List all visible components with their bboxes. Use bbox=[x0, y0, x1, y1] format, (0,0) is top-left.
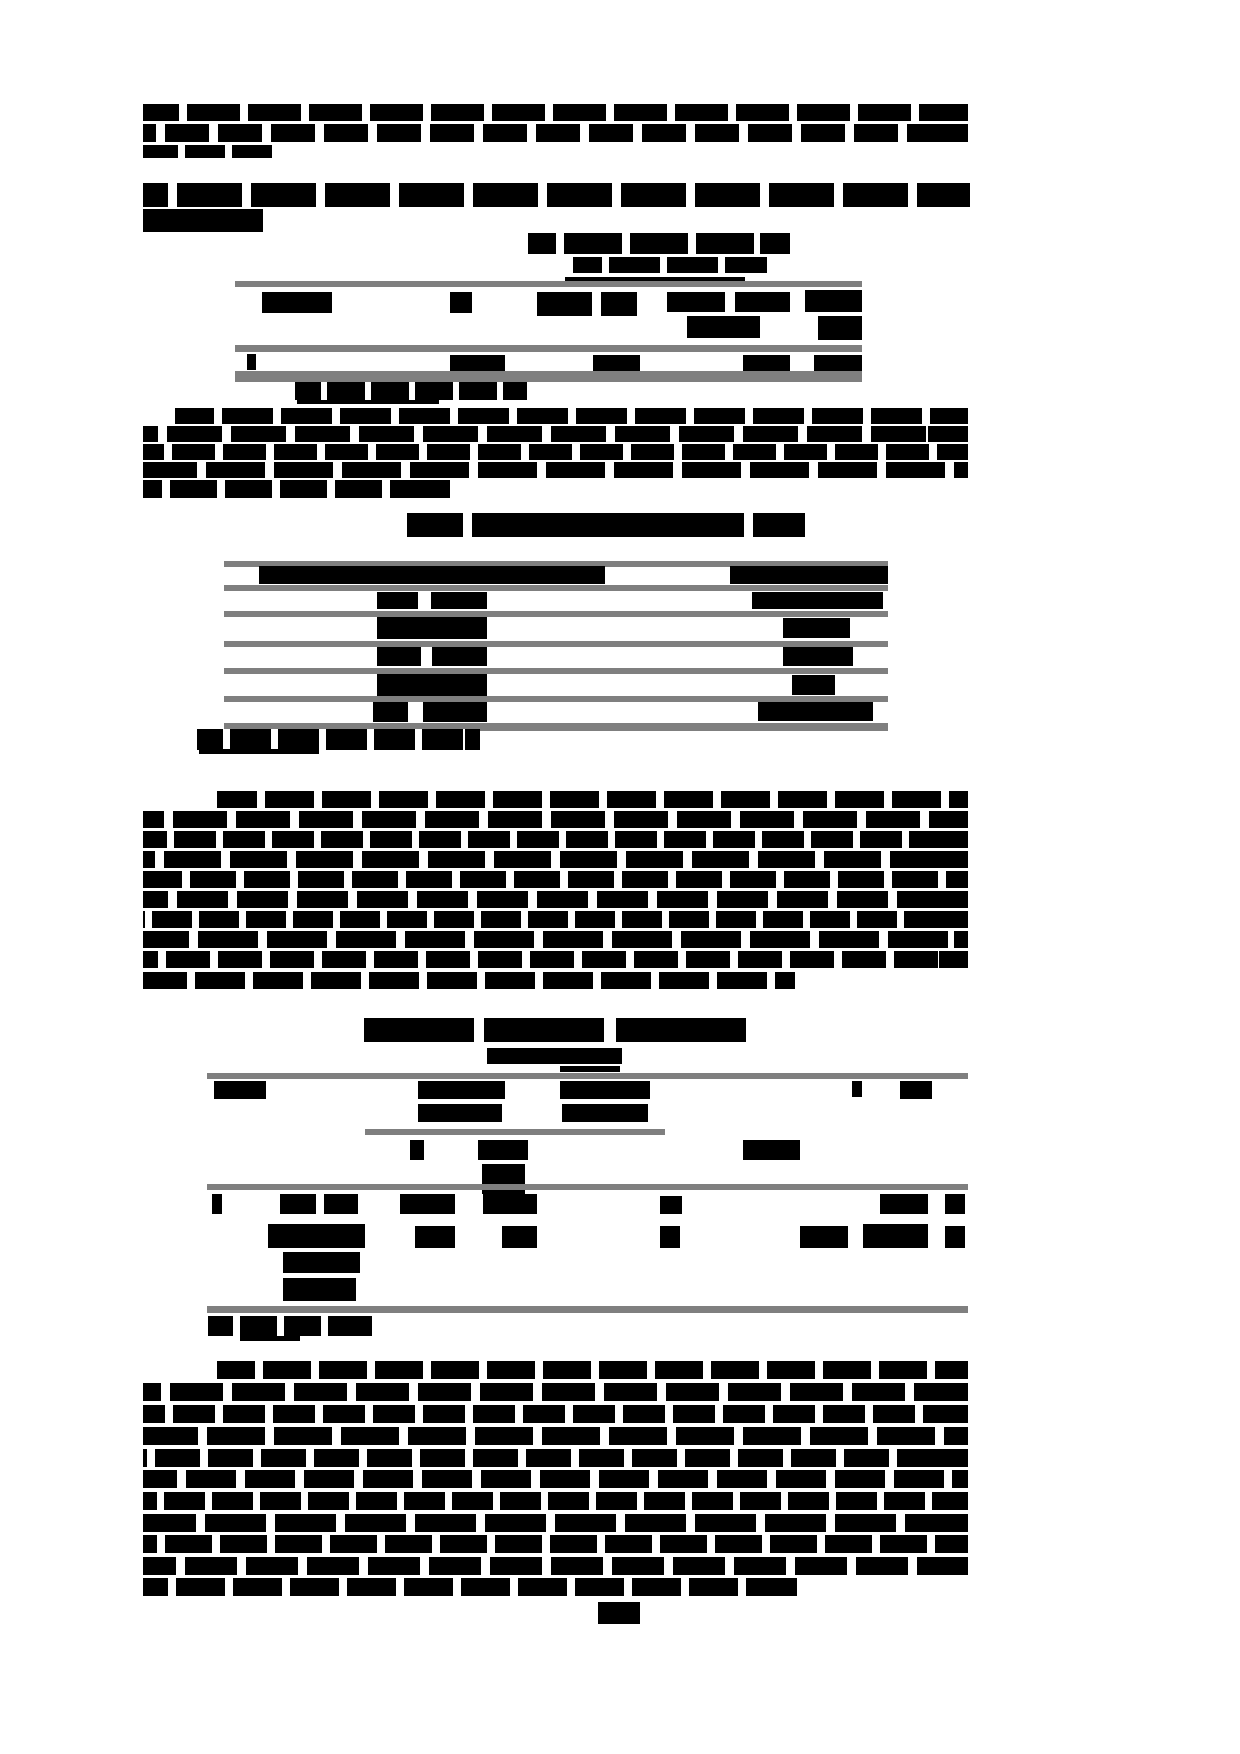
paragraph1-line2 bbox=[143, 124, 968, 142]
table1-header-stderror-line2 bbox=[818, 316, 862, 340]
table1-header-adjusted-line2 bbox=[687, 316, 760, 338]
table2-heading-bar-word-gap bbox=[463, 513, 472, 537]
paragraph4-line2 bbox=[143, 1383, 968, 1401]
table2-row1-right bbox=[752, 592, 883, 609]
paragraph3-line6 bbox=[143, 891, 968, 908]
paragraph4-line9 bbox=[143, 1535, 968, 1553]
paragraph3-line8 bbox=[143, 931, 968, 948]
table3-row2-stderror bbox=[502, 1226, 537, 1248]
table3-title-note bbox=[560, 1066, 620, 1072]
table1-source-tail bbox=[297, 400, 439, 404]
paragraph4-line11 bbox=[143, 1578, 797, 1596]
paragraph4-line1 bbox=[217, 1361, 968, 1379]
table3-row2-b bbox=[415, 1226, 455, 1248]
table1-source bbox=[295, 382, 527, 400]
section-heading-line2 bbox=[143, 209, 263, 232]
table3-title-line1-word-gap bbox=[474, 1018, 484, 1042]
table3-rule-top bbox=[207, 1073, 968, 1079]
table3-row1-name bbox=[280, 1194, 358, 1214]
table2-rule-2 bbox=[224, 585, 888, 591]
table2-row3-left bbox=[377, 647, 487, 666]
table1-title-line2 bbox=[573, 257, 767, 273]
table2-row5-left bbox=[373, 702, 487, 722]
table2-row4-right bbox=[792, 675, 835, 695]
paragraph4-line6 bbox=[143, 1470, 968, 1488]
paragraph4-line8 bbox=[143, 1514, 968, 1532]
table3-row1-model bbox=[212, 1194, 222, 1214]
table2-row2-right bbox=[783, 618, 850, 638]
table1-header-rsquare bbox=[537, 292, 637, 316]
table3-header-sig bbox=[900, 1081, 932, 1099]
paragraph3-line10 bbox=[143, 972, 795, 989]
table1-cell-r bbox=[450, 355, 505, 372]
table3-row2-sig-extra bbox=[945, 1226, 965, 1248]
table3-header-standardized-line2 bbox=[562, 1104, 648, 1122]
paragraph4-line7 bbox=[143, 1492, 968, 1510]
paragraph3-line4 bbox=[143, 851, 968, 868]
table3-rule-sub bbox=[365, 1129, 665, 1135]
table1-title-line1 bbox=[528, 233, 790, 254]
paragraph1-line1 bbox=[143, 104, 968, 121]
table3-header-unstandardized-line1 bbox=[418, 1081, 505, 1099]
table3-row2-name bbox=[268, 1224, 365, 1248]
table3-row1-sig bbox=[945, 1194, 965, 1214]
table3-rule-bottom bbox=[207, 1306, 968, 1313]
table1-cell-adjusted bbox=[743, 355, 790, 372]
paragraph2-line4 bbox=[143, 462, 968, 478]
table3-header-model bbox=[214, 1081, 266, 1099]
table3-header-stderror-line1 bbox=[478, 1140, 528, 1160]
table1-header-adjusted-line1 bbox=[667, 292, 790, 312]
paragraph2-line5 bbox=[143, 480, 450, 498]
table1-cell-rsquare bbox=[593, 355, 640, 372]
paragraph4-line10 bbox=[143, 1557, 968, 1575]
table2-source-tail bbox=[199, 749, 319, 754]
table3-header-unstandardized-line2 bbox=[418, 1104, 502, 1122]
paragraph4-line4 bbox=[143, 1427, 968, 1445]
table3-row1-b bbox=[400, 1194, 455, 1214]
paragraph4-line5 bbox=[143, 1449, 968, 1467]
table3-row2-sig bbox=[863, 1224, 928, 1248]
table3-title-line1 bbox=[364, 1018, 746, 1042]
paragraph3-line5 bbox=[143, 871, 968, 888]
table1-header-stderror-line1 bbox=[805, 290, 862, 312]
table1-header-adjusted-line1-word-gap bbox=[725, 292, 735, 312]
table3-title-line1-word-gap bbox=[604, 1018, 616, 1042]
table3-rule-mid bbox=[207, 1184, 968, 1190]
table3-row1-beta bbox=[660, 1196, 682, 1214]
table2-source bbox=[197, 729, 480, 750]
table1-cell-stderror bbox=[814, 355, 862, 372]
table1-header-model bbox=[262, 292, 332, 313]
table1-rule-top bbox=[235, 281, 862, 287]
table3-source bbox=[208, 1316, 372, 1336]
table2-row3-left-word-gap bbox=[421, 647, 432, 666]
table2-row3-right bbox=[783, 647, 853, 666]
section-heading-line1 bbox=[143, 183, 970, 207]
table2-row2-left bbox=[377, 617, 487, 639]
table2-row5-right bbox=[758, 702, 873, 721]
table1-rule-mid bbox=[235, 345, 862, 352]
paragraph3-line7 bbox=[143, 911, 968, 928]
table3-row2-t bbox=[800, 1226, 848, 1248]
table3-title-line2 bbox=[487, 1048, 622, 1064]
page-number bbox=[598, 1602, 640, 1624]
paragraph2-line1 bbox=[175, 408, 968, 424]
table2-rule-3 bbox=[224, 611, 888, 617]
paragraph3-line9 bbox=[143, 951, 968, 968]
table1-cell-model bbox=[247, 354, 256, 370]
table2-header-right bbox=[730, 566, 888, 584]
table3-row1-name-word-gap bbox=[316, 1194, 324, 1214]
table3-header-standardized-line1 bbox=[560, 1081, 650, 1099]
paragraph4-line3 bbox=[143, 1405, 968, 1423]
table2-row5-left-word-gap bbox=[408, 702, 423, 722]
table3-row2-name-wrap1 bbox=[283, 1252, 360, 1273]
paragraph3-line3 bbox=[143, 831, 968, 848]
table2-heading-bar bbox=[407, 513, 805, 537]
table3-row2-name-wrap2 bbox=[283, 1278, 356, 1301]
paragraph2-line2 bbox=[143, 426, 968, 442]
table1-header-r bbox=[450, 292, 472, 313]
table3-header-t bbox=[852, 1081, 862, 1097]
table2-row1-left bbox=[377, 592, 487, 609]
table3-row1-stderror bbox=[483, 1194, 537, 1214]
table2-heading-bar-word-gap bbox=[744, 513, 753, 537]
table3-row1-t bbox=[880, 1194, 928, 1214]
table2-header-left bbox=[259, 566, 605, 584]
table1-header-rsquare-word-gap bbox=[592, 292, 601, 316]
table1-rule-bottom bbox=[235, 371, 862, 382]
table2-row4-left bbox=[377, 674, 487, 696]
table3-header-beta bbox=[743, 1140, 800, 1160]
table2-rule-5 bbox=[224, 668, 888, 674]
table2-row1-left-word-gap bbox=[418, 592, 431, 609]
paragraph1-line3 bbox=[143, 145, 272, 158]
table3-source-tail bbox=[240, 1336, 300, 1341]
paragraph3-line1 bbox=[217, 791, 968, 808]
paragraph2-line3 bbox=[143, 444, 968, 460]
table3-header-b bbox=[410, 1140, 424, 1160]
table3-row2-beta bbox=[660, 1226, 680, 1248]
paragraph3-line2 bbox=[143, 811, 968, 828]
